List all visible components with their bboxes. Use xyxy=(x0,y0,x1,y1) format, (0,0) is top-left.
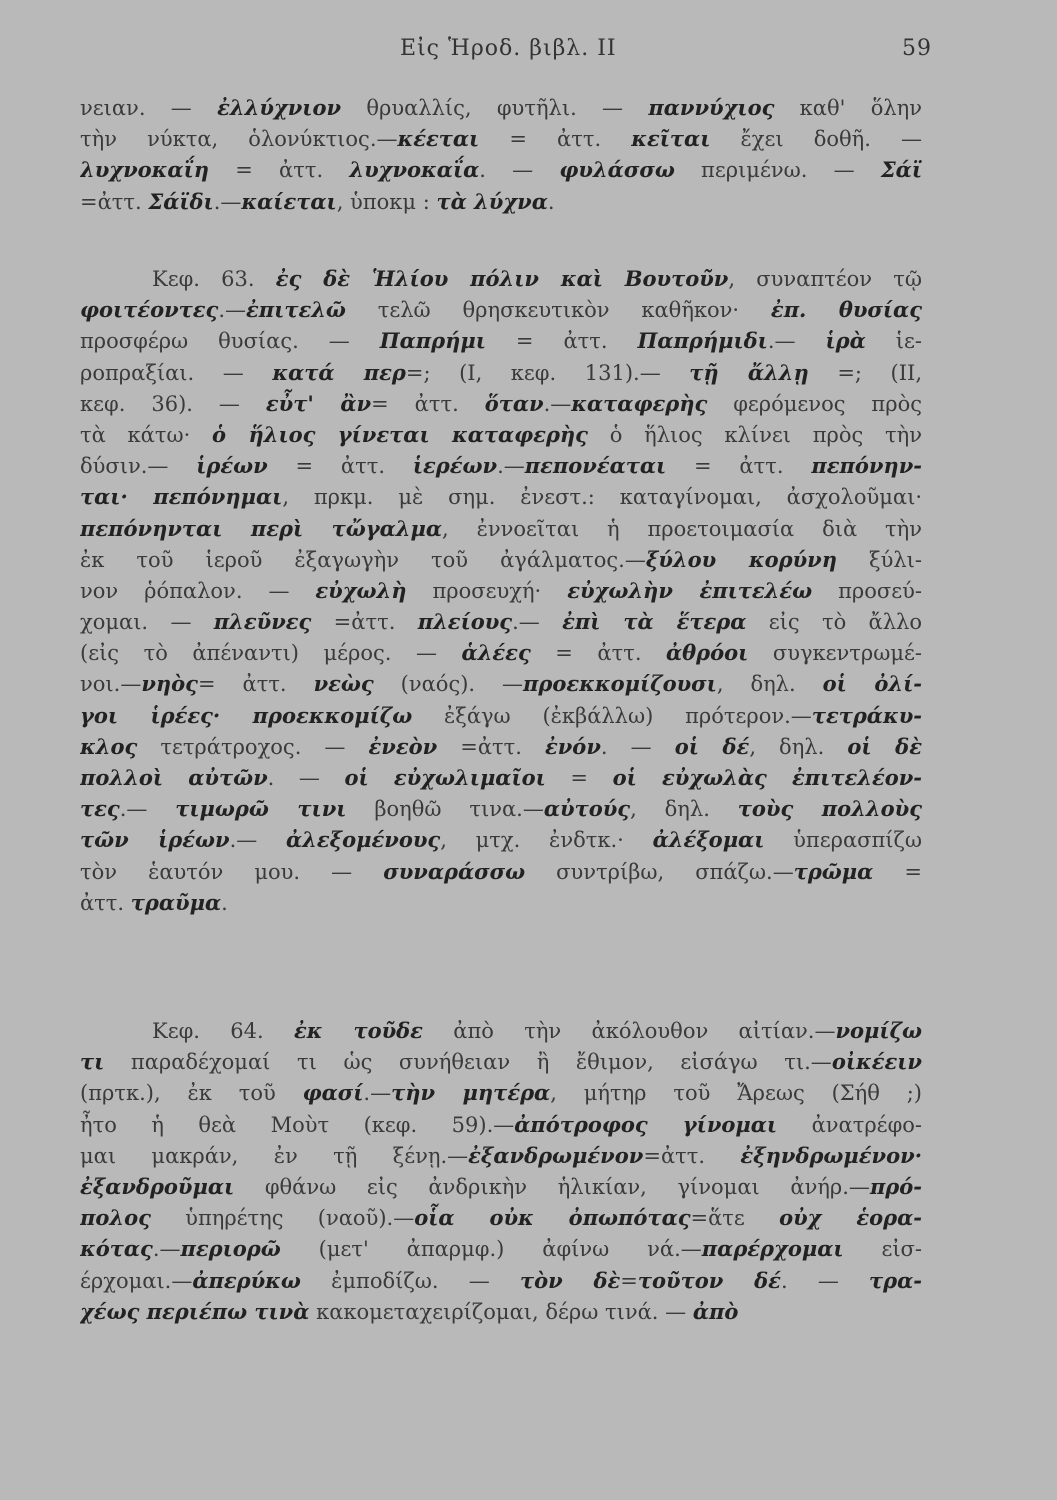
running-header xyxy=(0,36,1057,66)
gloss-text: (μετ' ἀπαρμφ.) ἀφίνω νά.— xyxy=(280,1237,702,1262)
lemma: πεπονέαται xyxy=(524,453,667,479)
gloss-text: = ἀττ. xyxy=(479,127,632,152)
text-line xyxy=(80,575,922,606)
gloss-text: μαι μακράν, ἐν τῇ ξένῃ.— xyxy=(80,1143,469,1168)
text-line xyxy=(80,544,922,575)
lemma: οἱ εὐχωλιμαῖοι xyxy=(344,765,546,790)
lemma: οἱ δὲ xyxy=(847,733,922,759)
gloss-text: . xyxy=(221,890,228,915)
lemma: κότας xyxy=(80,1236,153,1262)
gloss-text: κεφ. 36). — xyxy=(80,391,266,416)
lemma: πλείους xyxy=(417,609,513,635)
glossary-block-continuation xyxy=(80,92,922,217)
gloss-text: χομαι. — xyxy=(80,610,214,635)
gloss-text: .— xyxy=(543,391,572,416)
lemma: τὴν μητέρα xyxy=(391,1080,551,1106)
lemma: Παπρήμι xyxy=(379,328,486,354)
lemma: ἐξανδροῦμαι xyxy=(80,1173,235,1199)
gloss-text: φθάνω εἰς ἀνδρικὴν ἡλικίαν, γίνομαι ἀνήρ.— xyxy=(234,1174,870,1199)
lemma: ξύλου κορύνη xyxy=(645,546,837,572)
lemma: πολλοὶ αὐτῶν xyxy=(80,765,268,790)
text-line xyxy=(80,1077,922,1108)
gloss-text: προσεύ- xyxy=(812,578,922,603)
lemma: τι xyxy=(80,1049,105,1075)
gloss-text: .— xyxy=(218,298,247,323)
lemma: ἐς δὲ Ἡλίου πόλιν καὶ Βουτοῦν xyxy=(275,266,729,291)
gloss-text: , μτχ. ἐνδτκ.· xyxy=(440,828,653,853)
text-line xyxy=(80,186,922,217)
gloss-text: = xyxy=(620,1268,638,1293)
lemma: νομίζω xyxy=(835,1018,922,1043)
text-line xyxy=(80,513,922,544)
lemma: αὐτούς xyxy=(543,796,631,822)
text-line xyxy=(80,357,922,388)
lemma: Σάϊ xyxy=(880,157,922,183)
lemma: οἱ δέ xyxy=(674,733,750,759)
gloss-text: . xyxy=(547,189,555,214)
lemma: οὐχ ἑορα- xyxy=(779,1205,922,1231)
gloss-text: Κεφ. 64. xyxy=(152,1019,294,1043)
text-line xyxy=(80,700,922,731)
gloss-text: συγκεντρωμέ- xyxy=(748,641,922,666)
gloss-text: τὰ κάτω· xyxy=(80,422,213,447)
gloss-text: ὁ ἥλιος κλίνει πρὸς τὴν xyxy=(587,422,922,447)
lemma: ἀλέξομαι xyxy=(652,827,765,853)
lemma: τιμωρῶ τινι xyxy=(175,796,347,822)
gloss-text: ἦτο ἡ θεὰ Μοὺτ (κεφ. 59).— xyxy=(80,1112,515,1137)
lemma: Σάϊδι xyxy=(148,188,214,214)
gloss-text: .— xyxy=(512,610,563,635)
text-line xyxy=(80,419,922,450)
lemma: ἱρὰ xyxy=(825,328,866,354)
text-line xyxy=(80,294,922,325)
gloss-text: = ἀττ. xyxy=(197,672,314,697)
gloss-text: . — xyxy=(780,1268,870,1293)
lemma: τοὺς πολλοὺς xyxy=(737,796,922,822)
gloss-text: τὴν νύκτα, ὁλονύκτιος.— xyxy=(80,127,398,152)
gloss-text: φερόμενος πρὸς xyxy=(707,391,922,416)
lemma: τετράκυ- xyxy=(811,702,922,728)
gloss-text: =; (I, κεφ. 131).— xyxy=(405,360,690,385)
text-line xyxy=(80,824,922,855)
lemma: νηὸς xyxy=(141,671,198,697)
gloss-text: , συναπτέον τῷ xyxy=(728,267,922,291)
lemma: ἀπὸ xyxy=(692,1298,739,1324)
gloss-text: ὑπηρέτης (ναοῦ).— xyxy=(150,1206,415,1231)
text-line xyxy=(80,388,922,419)
gloss-text: κακομεταχειρίζομαι, δέρω τινά. — xyxy=(309,1299,693,1324)
gloss-text: . — xyxy=(600,734,675,759)
lemma: τρῶμα xyxy=(793,858,874,884)
text-line xyxy=(80,668,922,699)
lemma: τὰ λύχνα xyxy=(436,188,548,214)
lemma: χέως περιέπω τινὰ xyxy=(80,1298,310,1324)
lemma: ἐλλύχνιον xyxy=(217,95,342,120)
gloss-text: = ἀττ. xyxy=(209,158,350,183)
text-line xyxy=(80,887,922,918)
gloss-text: παραδέχομαί τι ὡς συνήθειαν ἢ ἔθιμον, εἰσάγω τι.— xyxy=(104,1050,832,1075)
lemma: κατά περ xyxy=(272,359,406,385)
lemma: νεὼς xyxy=(313,671,374,697)
gloss-text: τετράτροχος. — xyxy=(137,734,369,759)
gloss-text: τὸν ἑαυτόν μου. — xyxy=(80,859,384,884)
gloss-text: . — xyxy=(267,766,345,790)
gloss-text: =ἀττ. xyxy=(643,1143,741,1168)
gloss-text: .— xyxy=(119,797,176,822)
gloss-text: βοηθῶ τινα.— xyxy=(346,797,544,822)
gloss-text: .— xyxy=(767,329,826,354)
lemma: ἱερέων xyxy=(412,453,498,479)
gloss-text: δύσιν.— xyxy=(80,454,197,479)
lemma: πεπόνηνται περὶ τὤγαλμα xyxy=(80,515,443,541)
text-line xyxy=(80,1296,922,1327)
text-line xyxy=(80,92,922,123)
text-line xyxy=(80,1265,922,1296)
lemma: τῇ ἄλλῃ xyxy=(689,359,809,385)
gloss-text: εἰς τὸ ἄλλο xyxy=(746,610,922,635)
page-number: 59 xyxy=(902,36,932,61)
gloss-text: =ἀττ. xyxy=(311,610,418,635)
gloss-text: ροπραξίαι. — xyxy=(80,360,273,385)
text-line xyxy=(80,1171,922,1202)
lemma: ἐκ τοῦδε xyxy=(294,1018,423,1043)
text-line xyxy=(80,1140,922,1171)
lemma: λυχνοκαΐα xyxy=(349,157,480,183)
gloss-text: (ναός). — xyxy=(373,672,524,697)
lemma: ἐνεὸν xyxy=(368,733,438,759)
gloss-text: ξύλι- xyxy=(837,547,922,572)
text-line xyxy=(80,1109,922,1140)
lemma: τραῦμα xyxy=(130,889,222,915)
text-line xyxy=(80,123,922,154)
text-line xyxy=(80,450,922,481)
gloss-text: .— xyxy=(497,454,525,479)
lemma: κλος xyxy=(80,733,138,759)
lemma: τῶν ἱρέων xyxy=(80,827,230,853)
lemma: καταφερὴς xyxy=(571,390,708,416)
gloss-text: .— xyxy=(213,189,242,214)
lemma: ἁλέες xyxy=(461,640,531,666)
gloss-text: ἀνατρέφο- xyxy=(777,1112,922,1137)
glossary-block-chapter-64 xyxy=(80,1015,922,1327)
gloss-text: = ἀττ. xyxy=(485,329,638,354)
gloss-text: , ἐννοεῖται ἡ προετοιμασία διὰ τὴν xyxy=(442,516,922,541)
gloss-text: ἀπὸ τὴν ἀκόλουθον αἰτίαν.— xyxy=(422,1019,836,1043)
gloss-text: = ἀττ. xyxy=(530,641,667,666)
lemma: ἀθρόοι xyxy=(666,640,749,666)
text-line xyxy=(80,325,922,356)
gloss-text: τελῶ θρησκευτικὸν καθῆκον· xyxy=(345,298,771,323)
lemma: ὅταν xyxy=(484,390,544,416)
lemma: γοι ἱρέες· προεκκομίζω xyxy=(80,702,413,728)
gloss-text: , δηλ. xyxy=(716,672,823,697)
lemma: ἐπὶ τὰ ἕτερα xyxy=(562,609,747,635)
text-line xyxy=(80,481,922,512)
gloss-text: νον ῥόπαλον. — xyxy=(80,578,316,603)
text-line xyxy=(80,762,922,793)
gloss-text: =; (II, xyxy=(808,360,922,385)
gloss-text: ὑπερασπίζω xyxy=(764,828,922,853)
lemma: οἱ ὀλί- xyxy=(822,671,922,697)
gloss-text: .— xyxy=(152,1237,181,1262)
gloss-text: (πρτκ.), ἐκ τοῦ xyxy=(80,1081,303,1106)
gloss-text: προσφέρω θυσίας. — xyxy=(80,329,380,354)
gloss-text: Κεφ. 63. xyxy=(152,267,276,291)
gloss-text: , ὑποκμ : xyxy=(336,189,437,214)
lemma: οἷα οὐκ ὀπωπότας xyxy=(414,1205,691,1231)
gloss-text: = xyxy=(873,859,922,884)
lemma: εὐχωλὴ xyxy=(315,577,407,603)
lemma: ἀπερύκω xyxy=(192,1267,301,1293)
gloss-text: νοι.— xyxy=(80,672,142,697)
lemma: φυλάσσω xyxy=(559,157,675,183)
gloss-text: = ἀττ. xyxy=(267,454,413,479)
gloss-text: εἰσ- xyxy=(843,1237,922,1262)
lemma: προεκκομίζουσι xyxy=(523,671,717,697)
gloss-text: έρχομαι.— xyxy=(80,1268,193,1293)
text-line xyxy=(80,1233,922,1264)
lemma: οἰκέειν xyxy=(831,1049,922,1075)
gloss-text: ἐξάγω (ἐκβάλλω) πρότερον.— xyxy=(412,703,812,728)
lemma: ἱρέων xyxy=(196,453,268,479)
gloss-text: , μήτηρ τοῦ Ἄρεως (Σήθ ;) xyxy=(550,1081,922,1106)
gloss-text: (εἰς τὸ ἀπέναντι) μέρος. — xyxy=(80,641,462,666)
text-line xyxy=(80,263,922,294)
lemma: πολος xyxy=(80,1205,151,1231)
lemma: πεπόνην- xyxy=(811,453,922,479)
gloss-text: συντρίβω, σπάζω.— xyxy=(525,859,794,884)
text-line xyxy=(80,606,922,637)
lemma: φοιτέοντες xyxy=(80,297,219,323)
lemma: φασί xyxy=(302,1080,364,1106)
lemma: καίεται xyxy=(241,188,337,214)
lemma: παννύχιος xyxy=(648,95,775,120)
text-line xyxy=(80,731,922,762)
lemma: κέεται xyxy=(397,126,480,152)
text-line xyxy=(80,1202,922,1233)
gloss-text: θρυαλλίς, φυτῆλι. — xyxy=(341,96,649,120)
gloss-text: .— xyxy=(363,1081,392,1106)
gloss-text: ἀττ. xyxy=(80,890,131,915)
lemma: ἐπ. θυσίας xyxy=(770,297,922,323)
lemma: λυχνοκαΐη xyxy=(80,157,210,183)
gloss-text: , δηλ. xyxy=(749,734,848,759)
running-title: Εἰς Ἡροδ. βιβλ. II xyxy=(400,36,617,61)
lemma: ἐξανδρωμένον xyxy=(468,1142,644,1168)
gloss-text: .— xyxy=(229,828,287,853)
gloss-text: προσευχή· xyxy=(406,578,568,603)
lemma: οἱ εὐχωλὰς ἐπιτελέον- xyxy=(612,765,922,790)
lemma: πρό- xyxy=(869,1173,922,1199)
gloss-text: = ἀττ. xyxy=(666,454,812,479)
lemma: πλεῦνες xyxy=(213,609,312,635)
gloss-text: καθ' ὅλην xyxy=(774,96,922,120)
text-line xyxy=(80,1046,922,1077)
lemma: εὐχωλὴν ἐπιτελέω xyxy=(567,577,813,603)
gloss-text: ἐκ τοῦ ἱεροῦ ἐξαγωγὴν τοῦ ἀγάλματος.— xyxy=(80,547,646,572)
text-line xyxy=(80,856,922,887)
lemma: ἀλεξομένους xyxy=(286,827,441,853)
glossary-block-chapter-63 xyxy=(80,263,922,918)
gloss-text: , πρκμ. μὲ σημ. ἐνεστ.: καταγίνομαι, ἀσχολοῦμαι· xyxy=(282,485,922,510)
gloss-text: =ἀττ. xyxy=(80,189,149,214)
gloss-text: ἐμποδίζω. — xyxy=(300,1268,520,1293)
gloss-text: ἱε- xyxy=(865,329,922,354)
gloss-text: , δηλ. xyxy=(630,797,738,822)
lemma: τοῦτον δέ xyxy=(637,1267,781,1293)
lemma: τὸν δὲ xyxy=(519,1267,621,1293)
gloss-text: νειαν. — xyxy=(80,96,218,120)
lemma: κεῖται xyxy=(631,126,711,152)
text-line xyxy=(80,1015,922,1046)
lemma: ἀπότροφος γίνομαι xyxy=(514,1111,778,1137)
lemma: εὖτ' ἂν xyxy=(265,390,372,416)
lemma: περιορῶ xyxy=(180,1236,281,1262)
text-line xyxy=(80,154,922,185)
gloss-text: . — xyxy=(479,158,560,183)
gloss-text: = xyxy=(545,766,613,790)
gloss-text: περιμένω. — xyxy=(674,158,881,183)
gloss-text: = ἀττ. xyxy=(371,391,485,416)
lemma: ἐνόν xyxy=(544,733,601,759)
text-line xyxy=(80,637,922,668)
lemma: τρα- xyxy=(869,1267,922,1293)
gloss-text: =ἅτε xyxy=(690,1206,780,1231)
lemma: ται· πεπόνημαι xyxy=(80,484,283,510)
gloss-text: =ἀττ. xyxy=(437,734,545,759)
lemma: ἐπιτελῶ xyxy=(246,297,346,323)
lemma: ἐξηνδρωμένον· xyxy=(740,1142,922,1168)
lemma: παρέρχομαι xyxy=(701,1236,844,1262)
lemma: τες xyxy=(80,796,120,822)
gloss-text: ἔχει δοθῆ. — xyxy=(710,127,922,152)
lemma: ὁ ἥλιος γίνεται καταφερὴς xyxy=(212,421,588,447)
lemma: Παπρήμιδι xyxy=(637,328,768,354)
text-line xyxy=(80,793,922,824)
lemma: συναράσσω xyxy=(383,858,526,884)
